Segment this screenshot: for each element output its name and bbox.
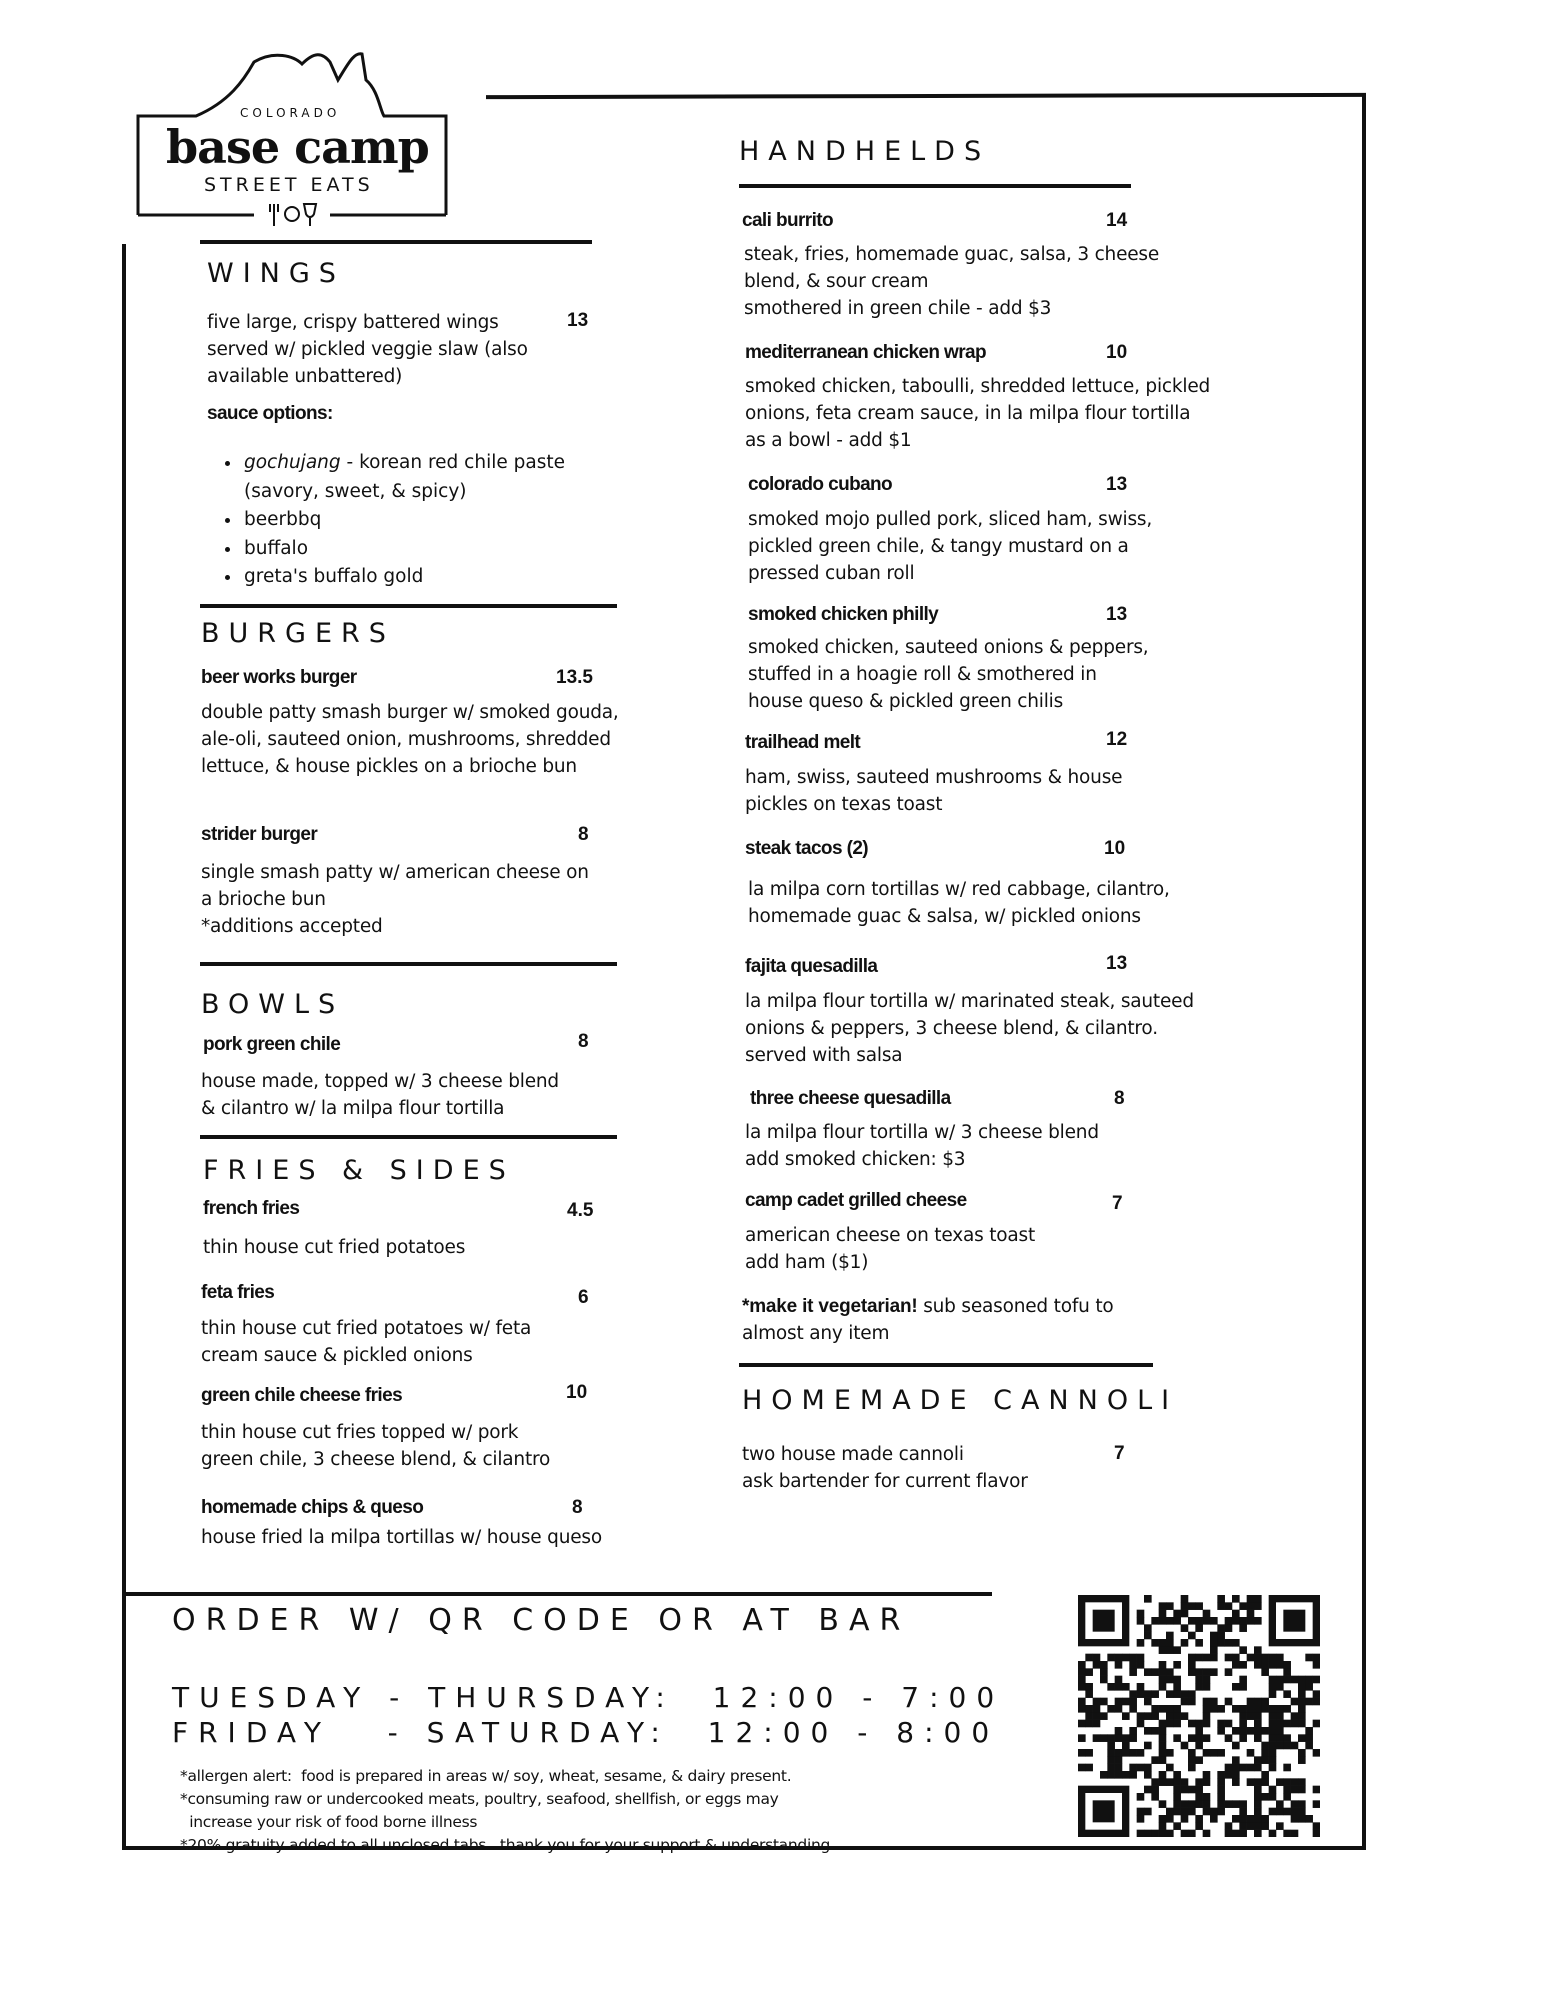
- sauce-text: greta's buffalo gold: [244, 566, 424, 587]
- handhelds-rule: [739, 184, 1131, 188]
- menu-item-desc: la milpa flour tortilla w/ marinated steak, sauteed onions & peppers, 3 cheese blend, & cilantro. served with salsa: [745, 991, 1194, 1066]
- vegetarian-note-bold: *make it vegetarian!: [742, 1296, 918, 1317]
- menu-item-name: steak tacos (2): [745, 838, 869, 859]
- menu-item-price: 10: [1104, 838, 1126, 859]
- cannoli-desc: two house made cannoli ask bartender for current flavor: [742, 1444, 1028, 1492]
- menu-item-name: colorado cubano: [748, 474, 893, 495]
- order-banner: ORDER W/ QR CODE OR AT BAR: [172, 1603, 911, 1638]
- sauce-options-label: sauce options:: [207, 403, 333, 424]
- list-item: [242, 563, 565, 592]
- menu-item-name: beer works burger: [201, 667, 357, 688]
- vegetarian-note: [742, 1293, 1114, 1347]
- raw-food-note-cont: increase your risk of food borne illness: [180, 1813, 478, 1831]
- menu-item-desc: smoked mojo pulled pork, sliced ham, swiss, pickled green chile, & tangy mustard on a pressed cuban roll: [748, 509, 1153, 584]
- sauce-text: buffalo: [244, 537, 309, 559]
- menu-item-desc: double patty smash burger w/ smoked gouda, ale-oli, sauteed onion, mushrooms, shredded lettuce, & house pickles on a brioche bun: [201, 702, 619, 777]
- menu-item-price: 12: [1106, 729, 1128, 750]
- menu-item-desc: american cheese on texas toast add ham ($1): [745, 1225, 1036, 1273]
- menu-item-name: mediterranean chicken wrap: [745, 342, 987, 363]
- menu-item-desc: single smash patty w/ american cheese on a brioche bun *additions accepted: [201, 862, 589, 937]
- wings-title: WINGS: [207, 258, 345, 289]
- sides-title: FRIES & SIDES: [203, 1155, 515, 1186]
- cannoli-price: 7: [1114, 1443, 1125, 1464]
- menu-item-name: fajita quesadilla: [745, 956, 878, 977]
- menu-item-desc: thin house cut fried potatoes: [203, 1237, 466, 1258]
- logo: [134, 50, 454, 230]
- menu-item-desc: house fried la milpa tortillas w/ house queso: [201, 1527, 602, 1548]
- allergen-note: *allergen alert: food is prepared in areas w/ soy, wheat, sesame, & dairy present.: [180, 1767, 792, 1785]
- menu-item-name: homemade chips & queso: [201, 1497, 424, 1518]
- menu-item-price: 8: [578, 1031, 589, 1052]
- burgers-rule: [200, 604, 617, 608]
- logo-tagline: STREET EATS: [204, 174, 374, 196]
- menu-item-price: 4.5: [567, 1200, 594, 1221]
- sauce-list: [212, 449, 565, 592]
- footer-rule: [122, 1592, 992, 1596]
- menu-item-price: 8: [578, 824, 589, 845]
- menu-item-desc: smoked chicken, taboulli, shredded lettuce, pickled onions, feta cream sauce, in la milpa flour tortilla as a bowl - add $1: [745, 376, 1211, 451]
- bowls-rule: [200, 962, 617, 966]
- menu-item-price: 14: [1106, 210, 1128, 231]
- gratuity-note: *20% gratuity added to all unclosed tabs. thank you for your support & understanding: [180, 1836, 831, 1854]
- cannoli-rule: [739, 1363, 1153, 1367]
- wings-rule: [200, 240, 592, 244]
- menu-item-price: 13: [1106, 604, 1128, 625]
- cannoli-title: HOMEMADE CANNOLI: [742, 1385, 1179, 1416]
- menu-item-desc: thin house cut fries topped w/ pork green chile, 3 cheese blend, & cilantro: [201, 1422, 551, 1470]
- menu-item-desc: smoked chicken, sauteed onions & peppers, stuffed in a hoagie roll & smothered in house queso & pickled green chilis: [748, 637, 1149, 712]
- menu-item-name: camp cadet grilled cheese: [745, 1190, 967, 1211]
- qr-code-icon[interactable]: [1078, 1595, 1320, 1837]
- menu-item-price: 13: [1106, 474, 1128, 495]
- frame-left-line: [122, 244, 126, 1849]
- handhelds-title: HANDHELDS: [739, 136, 991, 167]
- menu-item-desc: la milpa flour tortilla w/ 3 cheese blend add smoked chicken: $3: [745, 1122, 1099, 1170]
- menu-item-name: french fries: [203, 1198, 300, 1219]
- menu-item-price: 8: [572, 1497, 583, 1518]
- menu-item-price: 10: [1106, 342, 1128, 363]
- hours-weekend: FRIDAY - SATURDAY: 12:00 - 8:00: [172, 1716, 1000, 1749]
- menu-item-desc: la milpa corn tortillas w/ red cabbage, cilantro, homemade guac & salsa, w/ pickled onions: [748, 879, 1170, 927]
- list-item: [242, 535, 565, 564]
- wings-desc: five large, crispy battered wings served w/ pickled veggie slaw (also available unbattered): [207, 312, 528, 387]
- raw-food-note: *consuming raw or undercooked meats, poultry, seafood, shellfish, or eggs may: [180, 1790, 779, 1808]
- menu-item-price: 10: [566, 1382, 588, 1403]
- logo-region: COLORADO: [240, 106, 341, 120]
- menu-item-name: cali burrito: [742, 210, 833, 231]
- utensils-glass-icon: [264, 200, 324, 230]
- sauce-italic: gochujang: [244, 452, 341, 473]
- list-item: [242, 449, 565, 506]
- menu-item-desc: ham, swiss, sauteed mushrooms & house pickles on texas toast: [745, 767, 1123, 815]
- menu-item-price: 8: [1114, 1088, 1125, 1109]
- menu-item-price: 13: [1106, 953, 1128, 974]
- menu-item-desc: steak, fries, homemade guac, salsa, 3 cheese blend, & sour cream smothered in green chile - add $3: [744, 244, 1160, 319]
- menu-item-name: trailhead melt: [745, 732, 861, 753]
- sides-rule: [200, 1135, 617, 1139]
- menu-item-price: 6: [578, 1287, 589, 1308]
- burgers-title: BURGERS: [201, 618, 395, 649]
- frame-right-line: [1362, 94, 1366, 1849]
- menu-item-name: green chile cheese fries: [201, 1385, 403, 1406]
- vegetarian-note-text: sub seasoned tofu to almost any item: [742, 1296, 1114, 1344]
- menu-item-name: smoked chicken philly: [748, 604, 939, 625]
- list-item: [242, 506, 565, 535]
- menu-item-name: feta fries: [201, 1282, 275, 1303]
- hours-weekday: TUESDAY - THURSDAY: 12:00 - 7:00: [172, 1681, 1005, 1714]
- menu-item-price: 13.5: [556, 667, 593, 688]
- menu-item-desc: house made, topped w/ 3 cheese blend & cilantro w/ la milpa flour tortilla: [201, 1071, 559, 1119]
- logo-name: base camp: [166, 120, 429, 174]
- sauce-text: - korean red chile paste (savory, sweet, & spicy): [244, 452, 565, 502]
- menu-item-price: 7: [1112, 1193, 1123, 1214]
- frame-top-line: [486, 93, 1366, 99]
- bowls-title: BOWLS: [201, 989, 345, 1020]
- menu-item-name: strider burger: [201, 824, 318, 845]
- menu-item-name: pork green chile: [203, 1034, 341, 1055]
- menu-item-desc: thin house cut fried potatoes w/ feta cream sauce & pickled onions: [201, 1318, 532, 1366]
- wings-price: 13: [567, 310, 589, 331]
- menu-item-name: three cheese quesadilla: [750, 1088, 951, 1109]
- sauce-text: beerbbq: [244, 509, 322, 530]
